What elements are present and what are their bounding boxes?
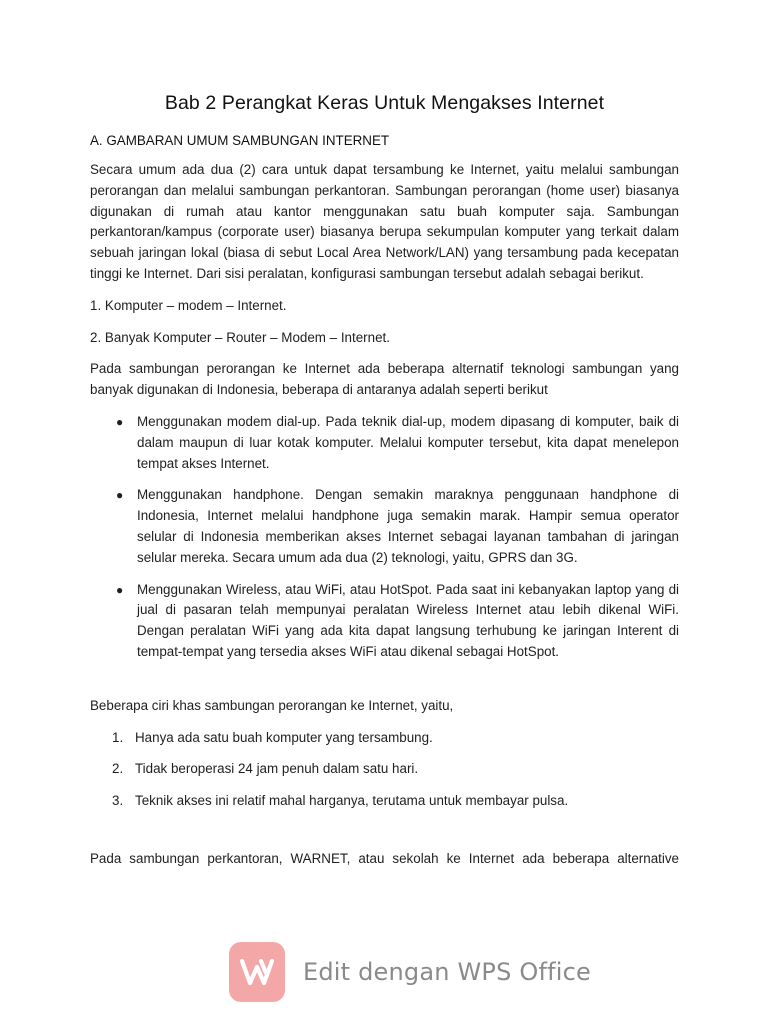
document-page xyxy=(90,92,679,881)
wps-w-glyph xyxy=(239,955,275,989)
list-item xyxy=(90,728,679,749)
traits-intro: Beberapa ciri khas sambungan perorangan ke Internet, yaitu, xyxy=(90,697,454,713)
bullet-icon: ● xyxy=(116,582,124,597)
blank-spacer xyxy=(90,674,679,696)
page-title: Bab 2 Perangkat Keras Untuk Mengakses Internet xyxy=(164,92,605,114)
technology-bullet-list xyxy=(90,412,679,663)
list-item xyxy=(90,412,679,474)
list-item-text: Menggunakan Wireless, atau WiFi, atau HotSpot. Pada saat ini kebanyakan laptop yang di jual di pasaran telah mempunyai peralatan Wireless Internet atau lebih dikenal WiFi. Dengan peralatan WiFi yang ada kita dapat langsung terhubung ke jaringan Interent di tempat-tempat yang tersedia akses WiFi atau dikenal sebagai HotSpot. xyxy=(137,581,679,659)
config-line-2: 2. Banyak Komputer – Router – Modem – Internet. xyxy=(90,329,390,345)
list-item-text: Tidak beroperasi 24 jam penuh dalam satu hari. xyxy=(135,761,419,777)
list-item xyxy=(90,791,679,812)
tech-paragraph: Pada sambungan perorangan ke Internet ada beberapa alternatif teknologi sambungan yang banyak digunakan di Indonesia, beberapa di antaranya adalah seperti berikut xyxy=(90,361,679,398)
intro-paragraph: Secara umum ada dua (2) cara untuk dapat tersambung ke Internet, yaitu melalui sambungan perorangan dan melalui sambungan perkantoran. Sambungan perorangan (home user) biasanya digunakan di rumah atau kantor menggunakan satu buah komputer saja. Sambungan perkantoran/kampus (corporate user) biasanya berupa sekumpulan komputer yang terkait dalam sebuah jaringan lokal (biasa di sebut Local Area Network/LAN) yang tersambung pada kecepatan tinggi ke Internet. Dari sisi peralatan, konfigurasi sambungan tersebut adalah sebagai berikut. xyxy=(90,162,679,281)
list-number: 2. xyxy=(112,761,124,777)
wps-edit-banner[interactable] xyxy=(229,942,591,1002)
office-paragraph: Pada sambungan perkantoran, WARNET, atau sekolah ke Internet ada beberapa alternative xyxy=(90,850,679,866)
list-item xyxy=(90,485,679,568)
section-heading: A. GAMBARAN UMUM SAMBUNGAN INTERNET xyxy=(90,133,390,148)
list-item-text: Hanya ada satu buah komputer yang tersambung. xyxy=(135,729,433,745)
wps-banner-text[interactable]: Edit dengan WPS Office xyxy=(303,958,591,986)
list-item-text: Teknik akses ini relatif mahal harganya, terutama untuk membayar pulsa. xyxy=(135,793,569,809)
bullet-icon: ● xyxy=(116,414,124,429)
list-item xyxy=(90,580,679,663)
traits-numbered-list xyxy=(90,728,679,812)
blank-spacer xyxy=(90,823,679,849)
bullet-icon: ● xyxy=(116,488,124,503)
list-number: 3. xyxy=(112,793,124,809)
list-number: 1. xyxy=(112,729,124,745)
config-line-1: 1. Komputer – modem – Internet. xyxy=(90,297,287,313)
list-item-text: Menggunakan handphone. Dengan semakin maraknya penggunaan handphone di Indonesia, Internet melalui handphone juga semakin marak. Hampir semua operator selular di Indonesia memberikan akses Internet sebagai layanan tambahan di jaringan selular mereka. Secara umum ada dua (2) teknologi, yaitu, GPRS dan 3G. xyxy=(137,487,679,565)
wps-logo-icon[interactable] xyxy=(229,942,285,1002)
list-item-text: Menggunakan modem dial-up. Pada teknik dial-up, modem dipasang di komputer, baik di dalam maupun di luar kotak komputer. Melalui komputer tersebut, kita dapat menelepon tempat akses Internet. xyxy=(137,413,679,471)
list-item xyxy=(90,759,679,780)
